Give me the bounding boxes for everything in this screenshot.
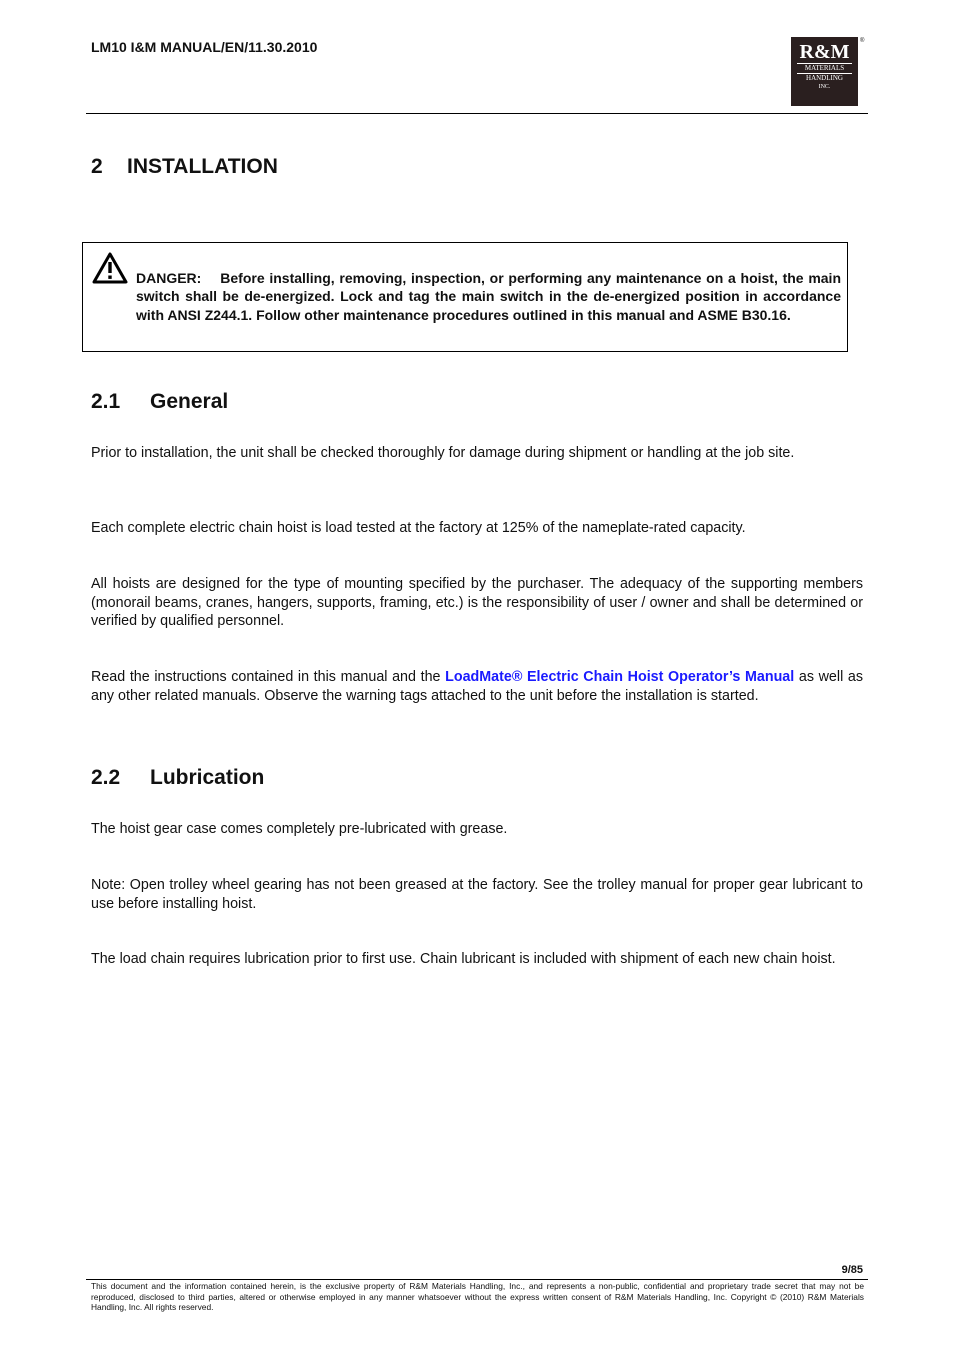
danger-body: Before installing, removing, inspection, or performing any maintenance on a hoist, the main switch shall be de-energized. Lock and tag the main switch in the de-energized position in accordance with ANSI Z244.1. Follow other maintenance procedures outlined in this manual and ASME B30.16. [136,270,841,323]
logo-line-handling: HANDLING [797,73,852,83]
warning-triangle-icon [92,252,128,284]
logo-registered-mark: ® [860,38,865,44]
document-id: LM10 I&M MANUAL/EN/11.30.2010 [91,39,318,55]
footer-divider [86,1279,868,1280]
danger-notice [82,242,848,352]
lubrication-heading [91,766,264,790]
general-title: General [150,390,229,413]
logo-line-inc: INC. [818,84,831,90]
general-heading [91,390,228,414]
logo-mark: R&M [799,41,850,63]
lubrication-paragraph-3: The load chain requires lubrication prior to first use. Chain lubricant is included with shipment of each new chain hoist. [91,951,836,967]
section-number: 2 [91,155,103,178]
operator-manual-link[interactable]: LoadMate® Electric Chain Hoist Operator’s Manual [445,669,795,685]
lubrication-paragraph-2: Note: Open trolley wheel gearing has not been greased at the factory. See the trolley manual for proper gear lubricant to use before installing hoist. [91,877,863,912]
general-paragraph-3: All hoists are designed for the type of mounting specified by the purchaser. The adequacy of the supporting members (monorail beams, cranes, hangers, supports, framing, etc.) is the responsibility of user / owner and shall be determined or verified by qualified personnel. [91,576,863,629]
paragraph-4-intro: Read the instructions contained in this manual and the [91,669,446,685]
lubrication-number: 2.2 [91,766,121,789]
page-number: 9/85 [841,1264,863,1276]
header-divider [86,113,868,114]
lubrication-title: Lubrication [150,766,265,789]
company-logo [791,37,858,106]
footer-notice: This document and the information contained herein, is the exclusive property of R&M Materials Handling, Inc., and represents a non-public, confidential and proprietary trade secret that may not be reproduced, disclosed to third parties, altered or otherwise employed in any manner whatsoever without the express written consent of R&M Materials Handling, Inc. Copyright © (2010) R&M Materials Handling, Inc. All rights reserved. [91,1281,864,1313]
danger-label: DANGER: [136,270,202,286]
general-paragraph-2: Each complete electric chain hoist is load tested at the factory at 125% of the nameplate-rated capacity. [91,520,746,536]
general-paragraph-4 [91,668,863,705]
lubrication-paragraph-1: The hoist gear case comes completely pre-lubricated with grease. [91,821,508,837]
danger-text [136,269,841,324]
logo-line-materials: MATERIALS [797,63,852,73]
general-number: 2.1 [91,390,121,413]
section-title: INSTALLATION [127,155,278,178]
general-paragraph-1: Prior to installation, the unit shall be checked thoroughly for damage during shipment or handling at the job site. [91,445,795,461]
section-heading [91,155,278,179]
paragraph-4-rest: as well as any other related manuals. Observe the warning tags attached to the unit before the installation is started. [91,669,863,704]
